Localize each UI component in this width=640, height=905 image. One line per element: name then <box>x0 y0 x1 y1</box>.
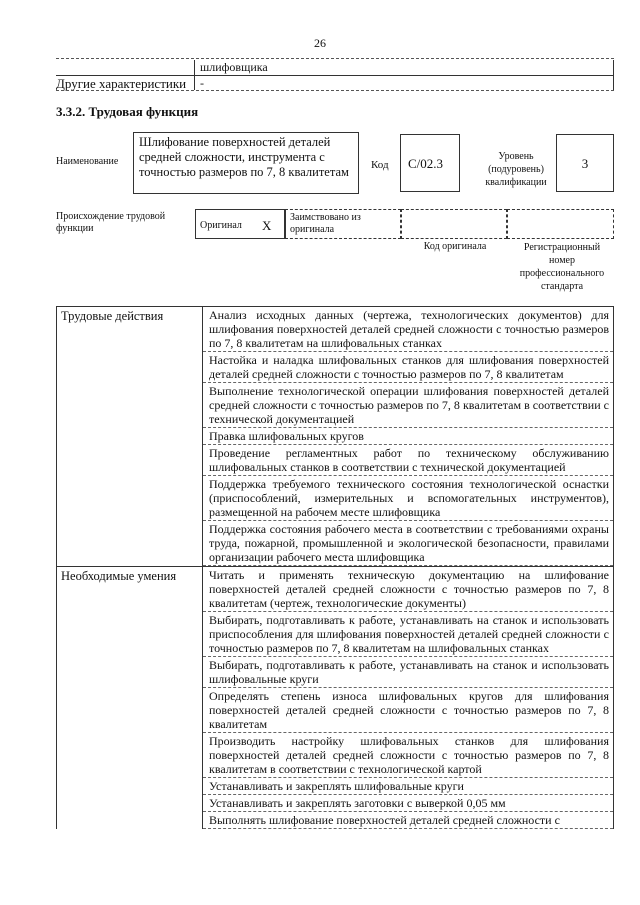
other-characteristics-value: - <box>200 76 204 90</box>
required-skills-label: Необходимые умения <box>57 567 203 830</box>
list-item: Устанавливать и закреплять шлифовальные круги <box>203 778 613 795</box>
profession-name: шлифовщика <box>200 60 268 74</box>
qualification-level-label: Уровень (подуровень) квалификации <box>485 151 547 188</box>
section-title: 3.3.2. Трудовая функция <box>56 104 199 119</box>
original-code-box <box>401 209 507 239</box>
list-item: Настойка и наладка шлифовальных станков для шлифования поверхностей деталей средней сложности с точностью размеров по 7, 8 квалитетам <box>203 352 613 383</box>
original-box <box>195 209 285 239</box>
table-row <box>57 567 614 830</box>
list-item: Выполнять шлифование поверхностей деталей средней сложности с <box>203 812 613 829</box>
code-label: Код <box>371 159 389 171</box>
list-item: Читать и применять техническую документацию на шлифование поверхностей деталей средней сложности с точностью размеров по 7, 8 квалитетам (чертеж, технологические документы) <box>203 567 613 612</box>
divider <box>56 90 614 91</box>
registration-number-box <box>507 209 614 239</box>
other-characteristics-label: Другие характеристики <box>56 76 187 91</box>
registration-number-caption: Регистрационный номер профессионального стандарта <box>519 242 605 292</box>
list-item: Определять степень износа шлифовальных кругов для шлифования поверхностей деталей средней сложности с точностью размеров по 7, 8 квалитетам <box>203 688 613 733</box>
list-item: Выбирать, подготавливать к работе, устанавливать на станок и использовать шлифовальные круги <box>203 657 613 688</box>
function-name-box <box>133 132 359 194</box>
level-value: 3 <box>581 156 589 171</box>
code-box <box>400 134 460 192</box>
original-code-caption: Код оригинала <box>423 241 487 252</box>
original-label: Оригинал <box>200 220 242 231</box>
list-item: Поддержка требуемого технического состояния технологической оснастки (приспособлений, измерительных и вспомогательных инструментов), размещенной на рабочем месте шлифовщика <box>203 476 613 521</box>
origin-label: Происхождение трудовой функции <box>56 211 166 234</box>
divider <box>56 58 614 59</box>
list-item: Поддержка состояния рабочего места в соответствии с требованиями охраны труда, пожарной, промышленной и экологической безопасности, правилами организации рабочего места шлифовщика <box>203 521 613 566</box>
table-row <box>57 307 614 567</box>
labor-function-table <box>56 306 614 829</box>
function-name: Шлифование поверхностей деталей средней сложности, инструмента с точностью размеров по 7, 8 квалитетам <box>139 135 349 179</box>
borrowed-label: Заимствовано из оригинала <box>290 212 361 235</box>
original-mark: X <box>262 218 272 233</box>
divider <box>613 60 614 90</box>
name-label: Наименование <box>56 156 119 167</box>
level-box <box>556 134 614 192</box>
labor-actions-list <box>203 307 614 567</box>
divider <box>194 60 195 90</box>
labor-actions-label: Трудовые действия <box>57 307 203 567</box>
borrowed-box <box>285 209 401 239</box>
list-item: Выполнение технологической операции шлифования поверхностей деталей средней сложности с точностью размеров по 7, 8 квалитетам в соответствии с технической документацией <box>203 383 613 428</box>
list-item: Проведение регламентных работ по техническому обслуживанию шлифовальных станков в соответствии с технической документацией <box>203 445 613 476</box>
required-skills-list <box>203 567 614 830</box>
list-item: Производить настройку шлифовальных станков для шлифования поверхностей деталей средней сложности с точностью размеров по 7, 8 квалитетам в соответствии с технологической картой <box>203 733 613 778</box>
list-item: Анализ исходных данных (чертежа, технологических документов) для шлифования поверхностей деталей средней сложности с точностью размеров по 7, 8 квалитетам на шлифовальных станках <box>203 307 613 352</box>
code-value: C/02.3 <box>408 156 444 171</box>
page-number: 26 <box>314 36 326 50</box>
list-item: Выбирать, подготавливать к работе, устанавливать на станок и использовать приспособления для шлифования поверхностей деталей средней сложности с точностью размеров по 7, 8 квалитетам на шлифовальных станках <box>203 612 613 657</box>
list-item: Правка шлифовальных кругов <box>203 428 613 445</box>
list-item: Устанавливать и закреплять заготовки с выверкой 0,05 мм <box>203 795 613 812</box>
